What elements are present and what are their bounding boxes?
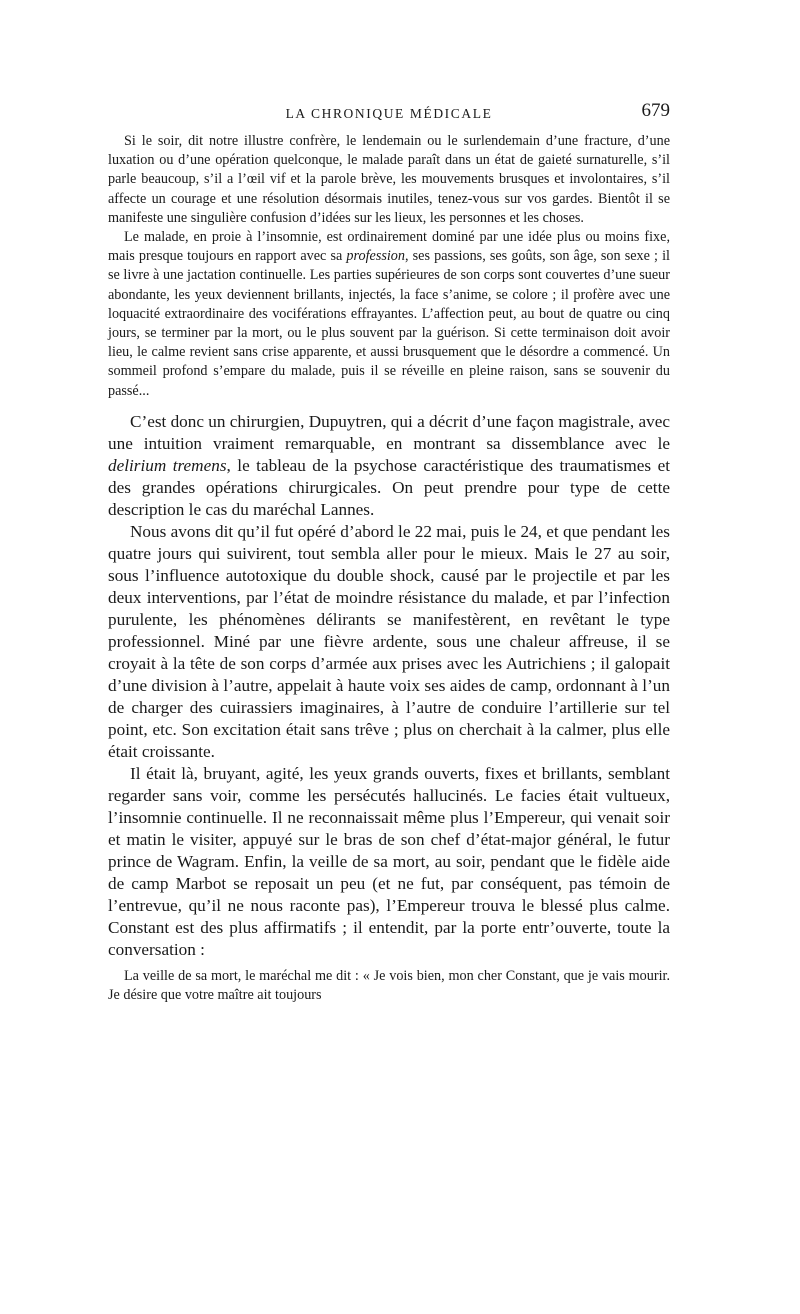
running-title: LA CHRONIQUE MÉDICALE	[285, 106, 493, 121]
body-paragraph: Nous avons dit qu’il fut opéré d’abord le 22 mai, puis le 24, et que pendant les quatre jours qui suivirent, tout sembla aller pour le mieux. Mais le 27 au soir, sous l’influence autotoxique du double shock, causé par le projectile et par les deux interventions, par l’état de moindre résistance du malade, et par l’infection purulente, les phénomènes délirants se manifestèrent, en revêtant le type professionnel. Miné par une fièvre ardente, sous une chaleur affreuse, il se croyait à la tête de son corps d’armée aux prises avec les Autrichiens ; il galopait d’une division à l’autre, appelait à haute voix ses aides de camp, ordonnant à l’un de charger des cuirassiers imaginaires, à l’autre de conduire l’artillerie sur tel point, etc. Son excitation était sans trêve ; plus on cherchait à la calmer, plus elle était croissante.	[108, 521, 670, 761]
body-text: , le tableau de la psychose caractéristique des traumatismes et des grandes opérations chirurgicales. On peut prendre pour type de cette description le cas du maréchal Lannes.	[108, 455, 670, 519]
body-paragraph	[108, 411, 670, 521]
page-number: 679	[641, 100, 670, 121]
main-text	[108, 411, 670, 961]
quote-text: , ses passions, ses goûts, son âge, son sexe ; il se livre à une jactation continuelle. Les parties supérieures de son corps sont couvertes d’une sueur abondante, les yeux deviennent brillants, injectés, la face s’anime, se colore ; il profère avec une loquacité extraordinaire des vociférations effrayantes. L’affection peut, au bout de quatre ou cinq jours, se terminer par la mort, ou le plus souvent par la guérison. Si cette terminaison doit avoir lieu, le calme revient sans crise apparente, et aussi brusquement que le désordre a commencé. Un sommeil profond s’empare du malade, puis il se réveille en pleine raison, sans se souvenir du passé...	[108, 248, 670, 399]
page-header	[108, 100, 670, 130]
note-paragraph: La veille de sa mort, le maréchal me dit : « Je vois bien, mon cher Constant, que je vais mourir. Je désire que votre maître ait toujours	[108, 967, 670, 1004]
quoted-note	[108, 967, 670, 1005]
body-paragraph: Il était là, bruyant, agité, les yeux grands ouverts, fixes et brillants, semblant regarder sans voir, comme les persécutés hallucinés. Le facies était vultueux, l’insomnie continuelle. Il ne reconnaissait même plus l’Empereur, qui venait soir et matin le visiter, appuyé sur le bras de son chef d’état-major général, le futur prince de Wagram. Enfin, la veille de sa mort, au soir, pendant que le fidèle aide de camp Marbot se reposait un peu (et ne fut, par conséquent, pas témoin de l’entrevue, qu’il ne nous raconte pas), l’Empereur trouva le blessé plus calme. Constant est des plus affirmatifs ; il entendit, par la porte entr’ouverte, toute la conversation :	[108, 763, 670, 959]
body-text: C’est donc un chirurgien, Dupuytren, qui a décrit d’une façon magistrale, avec une intuition vraiment remarquable, en montrant sa dissemblance avec le	[108, 411, 670, 453]
quote-paragraph: Si le soir, dit notre illustre confrère, le lendemain ou le surlendemain d’une fracture, d’une luxation ou d’une opération quelconque, le malade paraît dans un état de gaieté surnaturelle, s’il parle beaucoup, s’il a l’œil vif et la parole brève, les mouvements brusques et involontaires, s’il affecte un courage et une résolution désormais inutiles, tenez-vous sur vos gardes. Bientôt il se manifeste une singulière confusion d’idées sur les lieux, les personnes et les choses.	[108, 133, 670, 226]
quote-text: Le malade, en proie à l’insomnie, est ordinairement dominé par une idée plus ou moins fixe, mais presque toujours en rapport avec sa	[108, 229, 670, 265]
quoted-passage	[108, 132, 670, 401]
quote-paragraph	[108, 228, 670, 401]
book-page	[108, 100, 670, 1005]
quote-italic: profession	[346, 248, 405, 265]
body-italic: delirium tremens	[108, 455, 227, 475]
